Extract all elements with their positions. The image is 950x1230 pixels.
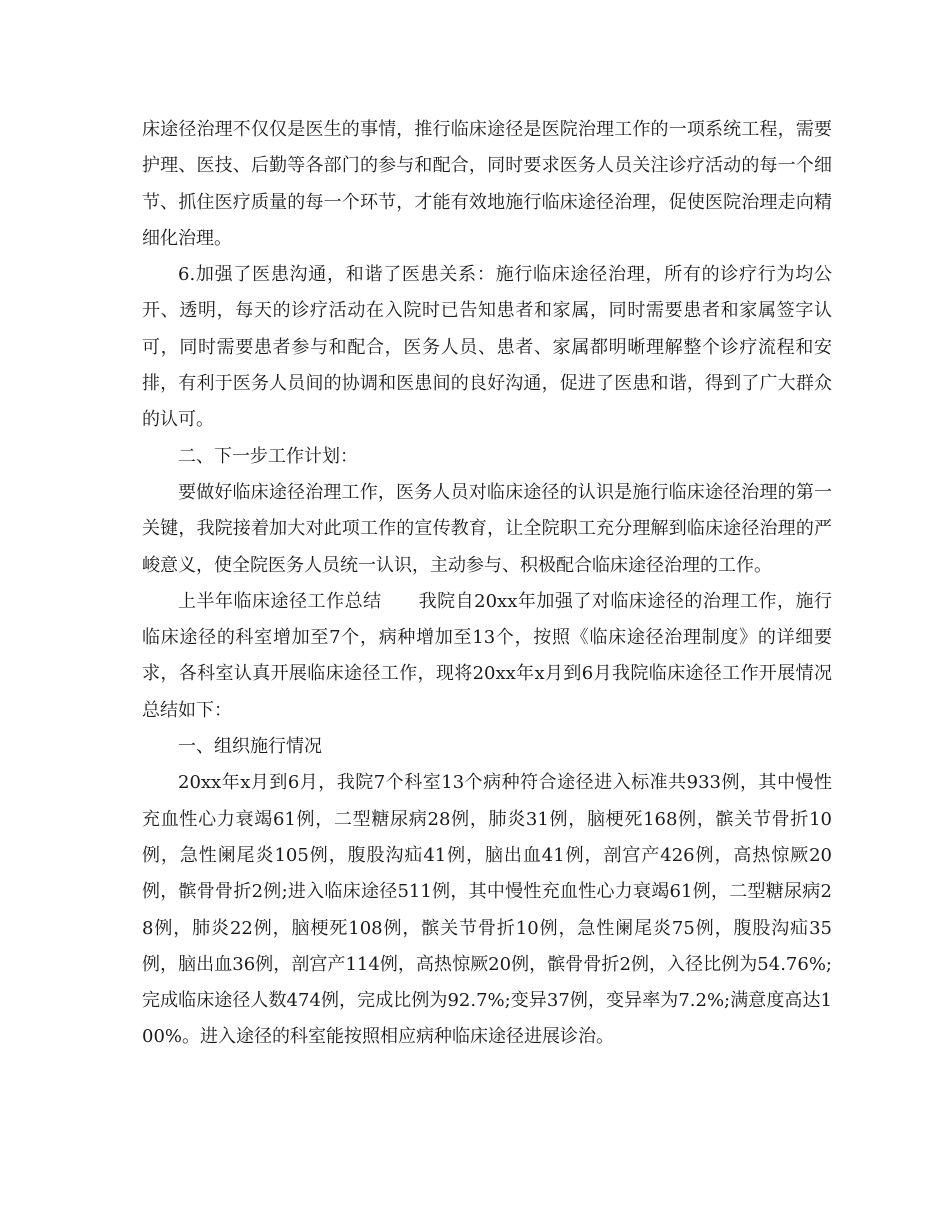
document-body <box>142 112 832 1056</box>
paragraph-half-year-summary: 上半年临床途径工作总结 我院自20xx年加强了对临床途径的治理工作，施行临床途径的科室增加至7个，病种增加至13个，按照《临床途径治理制度》的详细要求，各科室认真开展临床途径工作，现将20xx年x月到6月我院临床途径工作开展情况总结如下： <box>142 590 832 721</box>
paragraph-implementation-stats: 20xx年x月到6月，我院7个科室13个病种符合途径进入标准共933例，其中慢性充血性心力衰竭61例，二型糖尿病28例，肺炎31例，脑梗死168例，髌关节骨折10例，急性阑尾炎105例，腹股沟疝41例，脑出血41例，剖宫产426例，高热惊厥20例，髌骨骨折2例;进入临床途径511例，其中慢性充血性心力衰竭61例，二型糖尿病28例，肺炎22例，脑梗死108例，髌关节骨折10例，急性阑尾炎75例，腹股沟疝35例，脑出血36例，剖宫产114例，高热惊厥20例，髌骨骨折2例，入径比例为54.76%;完成临床途径人数474例，完成比例为92.7%;变异37例，变异率为7.2%;满意度高达100%。进入途径的科室能按照相应病种临床途径进展诊治。 <box>142 772 832 1048</box>
paragraph-continuation: 床途径治理不仅仅是医生的事情，推行临床途径是医院治理工作的一项系统工程，需要护理、医技、后勤等各部门的参与和配合，同时要求医务人员关注诊疗活动的每一个细节、抓住医疗质量的每一个环节，才能有效地施行临床途径治理，促使医院治理走向精细化治理。 <box>142 119 832 249</box>
paragraph-next-plan: 要做好临床途径治理工作，医务人员对临床途径的认识是施行临床途径治理的第一关键，我院接着加大对此项工作的宣传教育，让全院职工充分理解到临床途径治理的严峻意义，使全院医务人员统一认识，主动参与、积极配合临床途径治理的工作。 <box>142 481 832 576</box>
section-heading-implementation: 一、组织施行情况 <box>178 736 322 758</box>
section-heading-next-plan: 二、下一步工作计划： <box>178 445 358 467</box>
paragraph-item-6: 6.加强了医患沟通，和谐了医患关系：施行临床途径治理，所有的诊疗行为均公开、透明，每天的诊疗活动在入院时已告知患者和家属，同时需要患者和家属签字认可，同时需要患者参与和配合，医务人员、患者、家属都明晰理解整个诊疗流程和安排，有利于医务人员间的协调和医患间的良好沟通，促进了医患和谐，得到了广大群众的认可。 <box>142 264 832 431</box>
